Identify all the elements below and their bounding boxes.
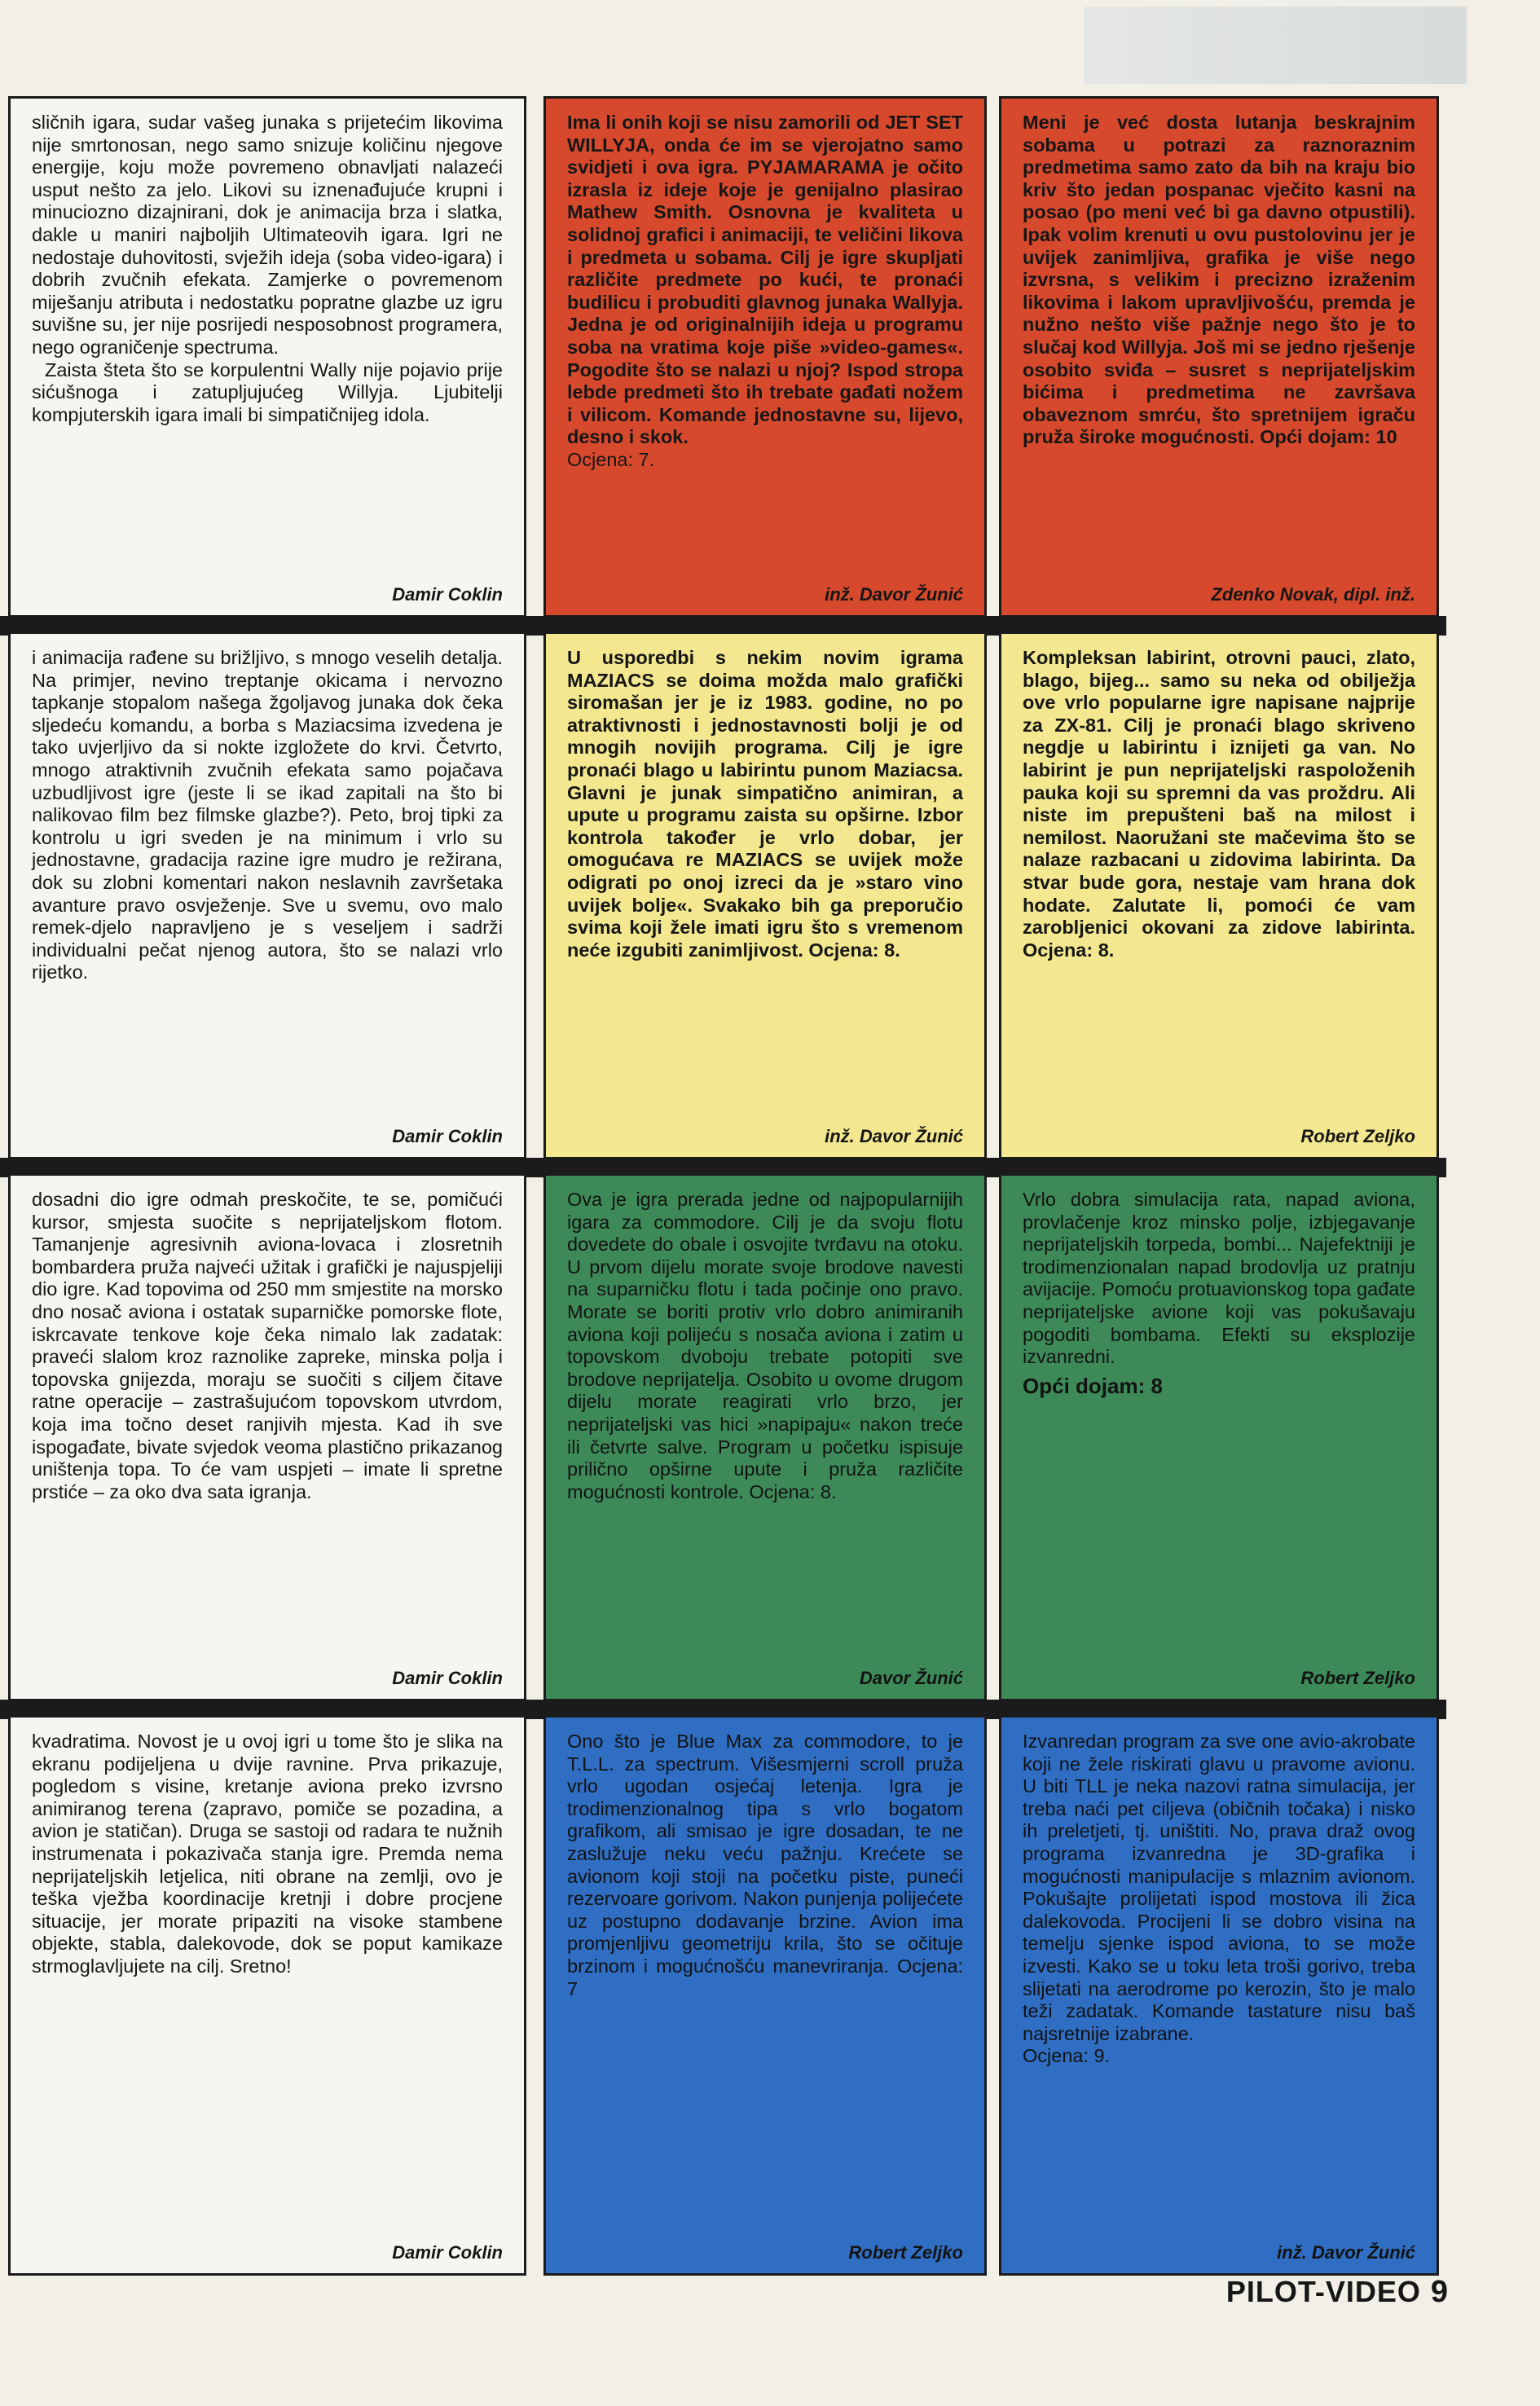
review-rating: Ocjena: 9.: [1023, 2045, 1111, 2067]
review-rating: Opći dojam: 8: [1023, 1373, 1163, 1398]
review-author: Davor Žunić: [859, 1668, 963, 1688]
review-author: Robert Zeljko: [1300, 1126, 1415, 1146]
review-author: Robert Zeljko: [1300, 1668, 1415, 1688]
page-number: 9: [1430, 2275, 1449, 2309]
review-text: sličnih igara, sudar vašeg junaka s prijetećim likovima nije smrtonosan, nego samo snizuje količinu njegove energije, koju može povremeno obnavljati nalazeći usput nešto za jelo. Likovi su iznenađujuće krupni i minuciozno dizajnirani, dok je animacija brza i slatka, dakle u maniri najboljih Ultimateovih igara. Igri ne nedostaje duhovitosti, svježih ideja (soba video-igara) i dobrih zvučnih efekata. Zamjerke o povremenom miješanju atributa i nedostatku popratne glazbe uz igru suvišne su, jer nije posrijedi nesposobnost programera, nego ograničenje spectruma. Zaista šteta što se korpulentni Wally nije pojavio prije sićušnoga i zatupljujućeg Willyja. Ljubitelji kompjuterskih igara imali bi simpatičnijeg idola.: [32, 112, 503, 425]
review-pyjamarama-novak: [999, 96, 1439, 618]
review-text: kvadratima. Novost je u ovoj igri u tome što je slika na ekranu podijeljena u dvije ravnine. Prva prikazuje, pogledom s visine, kretanje aviona preko izvrsno animiranog terena (zapravo, pomiče se pozadina, a avion je statičan). Druga se sastoji od radara te nužnih instrumenata i pokazivača stanja igre. Premda nema neprijateljskih letjelica, niti obrane na zemlji, ovo je teška vježba koordinacije kretnji i dobre procjene situacije, jer morate pripaziti na visoke stambene objekte, stabla, dalekovode, dok se poput kamikaze strmoglavljujete na cilj. Sretno!: [32, 1731, 508, 1977]
review-text: i animacija rađene su brižljivo, s mnogo veselih detalja. Na primjer, nevino treptanje okicama i nervozno tapkanje stopalom našega žgoljavog junaka dok čeka sljedeću komandu, a borba s Maziacsima izvedena je tako uvjerljivo da si nokte izgložete do krvi. Četvrto, mnogo atraktivnih zvučnih efekata samo pojačava uzbudljivost igre (jeste li se ikad zapitali na što bi nalikovao film bez filmske glazbe?). Peto, broj tipki za kontrolu u igri sveden je na minimum i vrlo su jednostavne, gradacija razine igre mudro je režirana, dok su zlobni komentari nakon neslavnih završetaka avanture pravo osvježenje. Sve u svemu, ovo malo remek-djelo napravljeno je s veseljem i sadrži individualni pečat njenog autora, što se nalazi vrlo rijetko.: [32, 647, 508, 983]
review-author: inž. Davor Žunić: [1277, 2242, 1415, 2263]
review-text: Izvanredan program za sve one avio-akrobate koji ne žele riskirati glavu u pravome avionu. U biti TLL je neka nazovi ratna simulacija, jer treba naći pet ciljeva (običnih točaka) i nisko ih preletjeti, tj. uništiti. No, prava draž ovog programa izvanredna je 3D-grafika i mogućnosti manipulacije s mlaznim avionom. Pokušajte prolijetati ispod mostova ili žica dalekovoda. Procijeni li se dobro visina na temelju sjenke ispod aviona, to se može izvesti. Kako se u toku leta troši gorivo, treba slijetati na aerodrome po kerozin, što je malo teži zadatak. Komande tastature nisu baš najsretnije izabrane.: [1023, 1731, 1421, 2044]
review-navy-zunic: [543, 1173, 987, 1701]
review-maziacs-zeljko: [999, 631, 1439, 1159]
review-tll-zunic: [999, 1715, 1439, 2276]
review-rating: Ocjena: 7.: [567, 448, 655, 470]
review-author: Damir Coklin: [392, 2242, 503, 2263]
page-header-strip: [1084, 7, 1467, 84]
review-text: Ova je igra prerada jedne od najpopularnijih igara za commodore. Cilj je da svoju flotu dovedete do obale i osvojite tvrđavu na otoku. U prvom dijelu morate svoje brodove navesti na suparničku flotu i tada počinje ono pravo. Morate se boriti protiv vrlo dobro animiranih aviona koji polijeću s nosača aviona i zatim u topovskom dvoboju trebate potopiti sve brodove neprijatelja. Osobito u ovome drugom dijelu morate reagirati vrlo brzo, jer neprijateljski vas hici »napipaju« nakon treće ili četvrte salve. Program u početku ispisuje prilično opširne upute i pruža različite mogućnosti kontrole. Ocjena: 8.: [567, 1189, 969, 1502]
review-navy-zeljko: [999, 1173, 1439, 1701]
review-author: Damir Coklin: [392, 1668, 503, 1688]
magazine-title: PILOT-VIDEO: [1225, 2275, 1421, 2308]
review-maziacs-zunic: [543, 631, 987, 1159]
review-author: inž. Davor Žunić: [825, 1126, 963, 1146]
review-author: inž. Davor Žunić: [825, 584, 963, 605]
review-pyjamarama-zunic: [543, 96, 987, 618]
review-text: U usporedbi s nekim novim igrama MAZIACS se doima možda malo grafički siromašan jer je iz 1983. godine, no po atraktivnosti i jednostavnosti bolji je od mnogih novijih programa. Cilj je igre pronaći blago u labirintu punom Maziacsa. Glavni je junak simpatično animiran, a uputе u programu zaista su opširne. Izbor kontrola također je vrlo dobar, jer omogućava re MAZIACS se uvijek može odigrati po onoj izreci da je »staro vino uvijek bolje«. Svakako bih ga preporučio svima koji žele imati igru što s vremenom neće izgubiti zanimljivost. Ocjena: 8.: [567, 647, 969, 961]
review-text: Ono što je Blue Max za commodore, to je T.L.L. za spectrum. Višesmjerni scroll pruža vrlo ugodan osjećaj letenja. Igra je trodimenzionalnog tipa s vrlo bogatom grafikom, ali smisao je igre dosadan, te ne zaslužuje neku veću pažnju. Krećete se avionom koji stoji na početku piste, puneći rezervoare gorivom. Nakon punjenja polijećete uz postupno dodavanje brzine. Avion ima promjenljivu geometriju krila, što se očituje brzinom i mogućnošću manevriranja. Ocjena: 7: [567, 1731, 969, 1999]
review-author: Damir Coklin: [392, 1126, 503, 1146]
review-tll-coklin: [8, 1715, 526, 2276]
review-navy-coklin: [8, 1173, 526, 1701]
review-text: Ima li onih koji se nisu zamorili od JET SET WILLYJA, onda će im se vjerojatno samo svidjeti i ova igra. PYJAMARAMA je očito izrasla iz ideje koje je genijalno plasirao Mathew Smith. Osnovna je kvaliteta u solidnoj grafici i animaciji, te veličini likova i predmeta u sobama. Cilj je igre skupljati različite predmete po kući, te pronaći budilicu i probuditi glavnog junaka Wallyja. Jedna je od originalnijih ideja u programu soba na vratima koje piše »video-games«. Pogodite što se nalazi u njoj? Ispod stropa lebde predmeti što ih trebate gađati nožem i vilicom. Komande jednostavne su, lijevo, desno i skok.: [567, 112, 969, 448]
review-text: Meni je već dosta lutanja beskrajnim sobama u potrazi za raznoraznim predmetima samo zato da bih na kraju bio kriv što jedan pospanac vječito kasni na posao (po meni već bi ga davno otpustili). Ipak volim krenuti u ovu pustolovinu jer je uvijek zanimljiva, grafika je više nego izvrsna, s velikim i precizno izraženim likovima i lakom upravljivošću, premda je nužno nešto više pažnje nego što je to slučaj kod Willyja. Još mi se jedno rješenje osobito sviđa – susret s neprijateljskim bićima i predmetima ne završava obaveznom smrću, što spretnijem igraču pruža široke mogućnosti. Opći dojam: 10: [1023, 112, 1421, 448]
review-author: Zdenko Novak, dipl. inž.: [1211, 584, 1415, 605]
review-text: dosadni dio igre odmah preskočite, te se, pomičući kursor, smjesta suočite s neprijateljskom flotom. Tamanjenje agresivnih aviona-lovaca i zlosretnih bombardera pruža najveći užitak i grafički je najuspjeliji dio igre. Kad topovima od 250 mm smjestite na morsko dno nosač aviona i ostatak suparničke pomorske flote, iskrcavate tenkove koje čeka nimalo lak zadatak: praveći slalom kroz raznolike zapreke, minska polja i topovska gnijezda, moraju se suočiti s ciljem čitave ratne operacije – zastrašujućom topovskom utvrdom, koja ima točno deset ranjivih mjesta. Kad ih sve ispogađate, bivate svjedok veoma plastično prikazanog uništenja topa. To će vam uspjeti – imate li spretne prstiće – za oko dva sata igranja.: [32, 1189, 508, 1502]
review-tll-zeljko: [543, 1715, 987, 2276]
review-text: Kompleksan labirint, otrovni pauci, zlato, blago, bijeg... samo su neka od obilježja ove vrlo popularne igre napisane najprije za ZX-81. Cilj je pronaći blago skriveno negdje u labirintu i iznijeti ga van. No labirint je pun neprijateljski raspoloženih pauka koji su spremni da vas proždru. Ali niste im prepušteni baš na milost i nemilost. Naoružani ste mačevima što se nalaze razbacani u zidovima labirinta. Da stvar bude gora, nestaje vam hrana dok hodate. Zalutate li, pomoći će vam zarobljenici okovani za zidove labirinta. Ocjena: 8.: [1023, 647, 1421, 961]
page-footer: [1226, 2275, 1449, 2310]
review-pyjamarama-coklin: [8, 96, 526, 618]
review-author: Robert Zeljko: [848, 2242, 963, 2263]
review-author: Damir Coklin: [392, 584, 503, 605]
review-text: Vrlo dobra simulacija rata, napad aviona, provlačenje kroz minsko polje, izbjegavanje neprijateljskih torpeda, bombi... Najefektniji je trodimenzionalan napad brodovlja uz pratnju avijacije. Pomoću protuavionskog topa gađate neprijateljske avione koji vas pokušavaju pogoditi bombama. Efekti su eksplozije izvanredni.: [1023, 1189, 1421, 1368]
review-maziacs-coklin: [8, 631, 526, 1159]
